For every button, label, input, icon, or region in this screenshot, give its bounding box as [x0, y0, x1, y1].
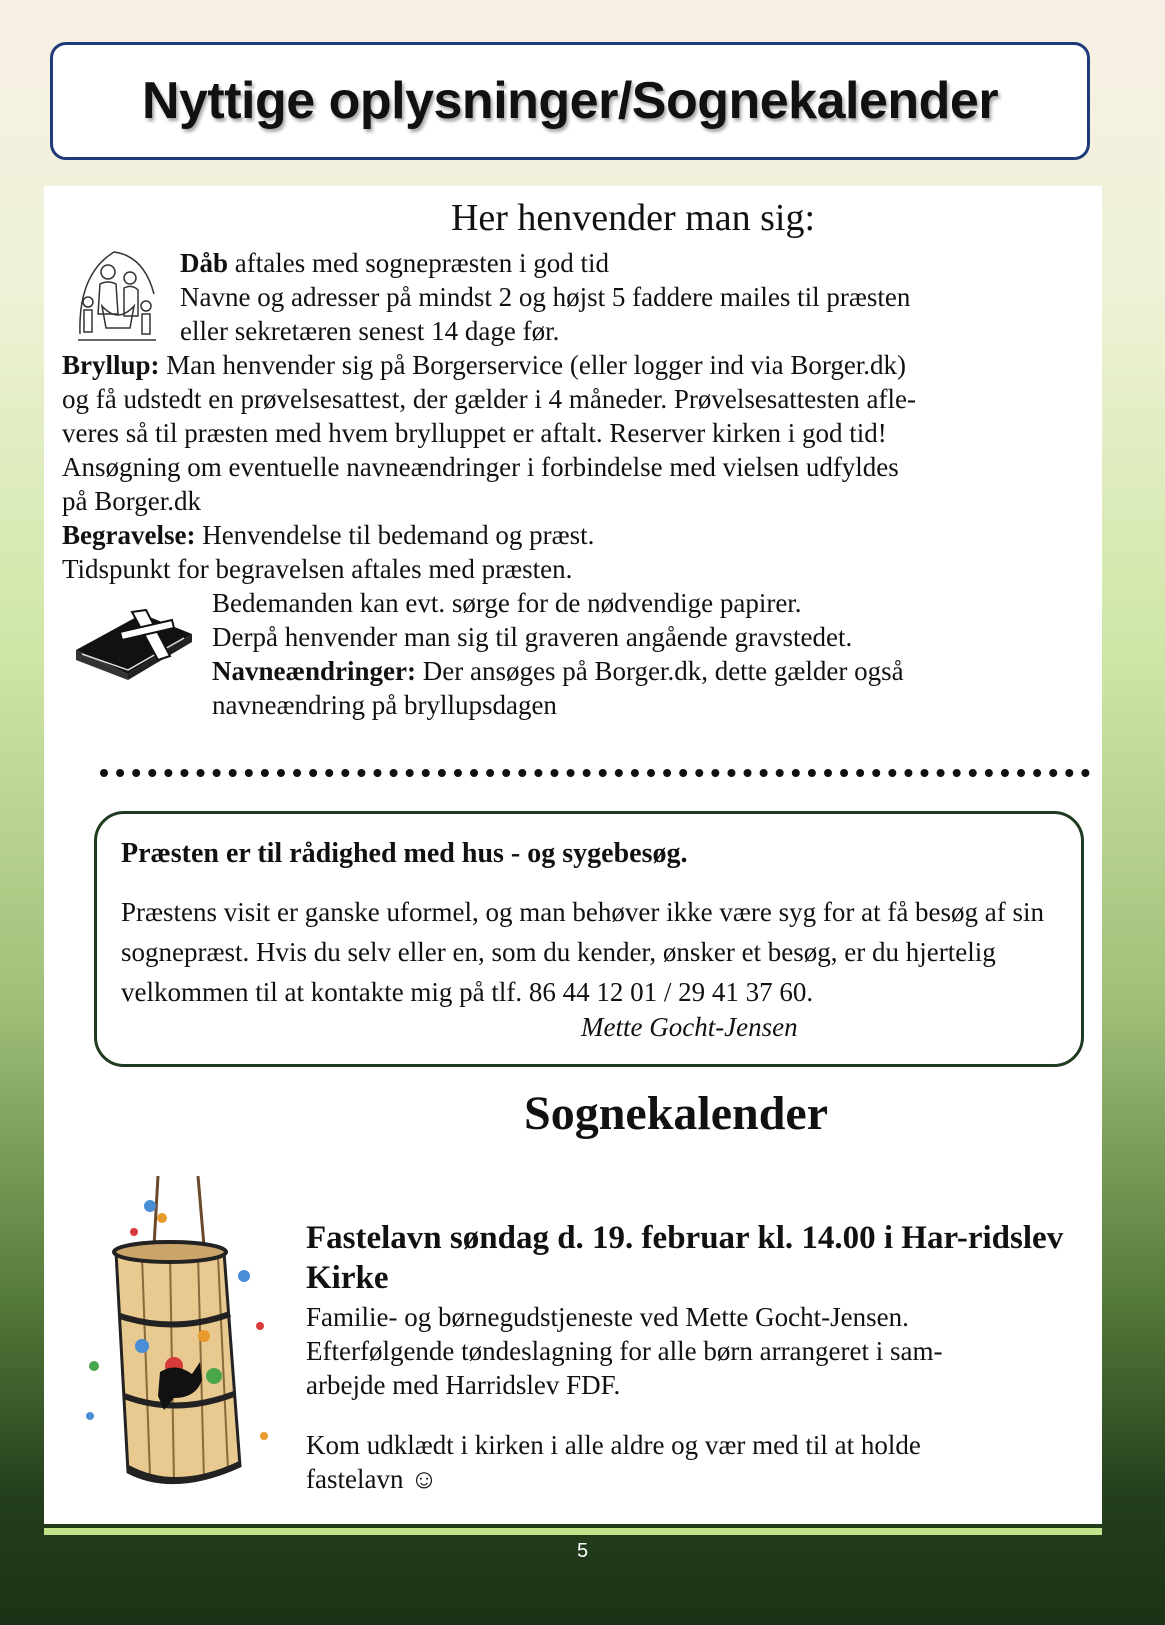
begravelse-line1: Begravelse: Henvendelse til bedemand og præst.: [62, 520, 595, 550]
bryllup-line4: Ansøgning om eventuelle navneændringer i forbindelse med vielsen udfyldes: [62, 452, 899, 482]
event-title: Fastelavn søndag d. 19. februar kl. 14.00 i Har-ridslev Kirke: [306, 1220, 1064, 1296]
daab-line2: Navne og adresser på mindst 2 og højst 5 faddere mailes til præsten: [180, 282, 911, 312]
event-line5: fastelavn ☺: [306, 1464, 438, 1494]
daab-line1: Dåb aftales med sognepræsten i god tid: [180, 248, 609, 278]
visit-box: [94, 811, 1084, 1067]
navne-line2: navneændring på bryllupsdagen: [212, 690, 557, 720]
event-line3: arbejde med Harridslev FDF.: [306, 1370, 621, 1400]
page-number: 5: [576, 1540, 589, 1562]
bryllup-line1: Bryllup: Man henvender sig på Borgerservice (eller logger ind via Borger.dk): [62, 350, 907, 380]
title-box: [50, 42, 1090, 160]
bible-cross-icon: [72, 594, 196, 680]
begravelse-line2: Tidspunkt for begravelsen aftales med præsten.: [62, 554, 573, 584]
event-line2: Efterfølgende tøndeslagning for alle børn arrangeret i sam-: [306, 1336, 943, 1366]
dotted-divider: [100, 769, 1090, 777]
bryllup-line3: veres så til præsten med hvem brylluppet er aftalt. Reserver kirken i god tid!: [62, 418, 887, 448]
footer-rule: [44, 1528, 1102, 1535]
begravelse-line3: Bedemanden kan evt. sørge for de nødvendige papirer.: [212, 588, 802, 618]
daab-line3: eller sekretæren senest 14 dage før.: [180, 316, 560, 346]
navne-line1: Navneændringer: Der ansøges på Borger.dk, dette gælder også: [212, 656, 904, 686]
content-panel: [44, 186, 1102, 1524]
info-heading: Her henvender man sig:: [450, 197, 816, 239]
event-line1: Familie- og børnegudstjeneste ved Mette Gocht-Jensen.: [306, 1302, 909, 1332]
baptism-family-icon: [74, 244, 160, 344]
bryllup-line2: og få udstedt en prøvelsesattest, der gælder i 4 måneder. Prøvelsesattesten afle-: [62, 384, 916, 414]
visit-body: Præstens visit er ganske uformel, og man behøver ikke være syg for at få besøg af sin sognepræst. Hvis du selv eller en, som du kender, ønsker et besøg, er du hjertelig velkommen til at kontakte mig på tlf. 86 44 12 01 / 29 41 37 60.: [121, 897, 1045, 1007]
visit-heading: Præsten er til rådighed med hus - og sygebesøg.: [121, 838, 688, 869]
visit-signature: Mette Gocht-Jensen: [581, 1012, 798, 1042]
page-title: Nyttige oplysninger/Sognekalender: [141, 72, 999, 130]
bryllup-line5: på Borger.dk: [62, 486, 201, 516]
begravelse-line4: Derpå henvender man sig til graveren angående gravstedet.: [212, 622, 853, 652]
calendar-heading: Sognekalender: [524, 1087, 829, 1140]
event-line4: Kom udklædt i kirken i alle aldre og vær med til at holde: [306, 1430, 921, 1460]
fastelavn-barrel-icon: [64, 1176, 284, 1516]
